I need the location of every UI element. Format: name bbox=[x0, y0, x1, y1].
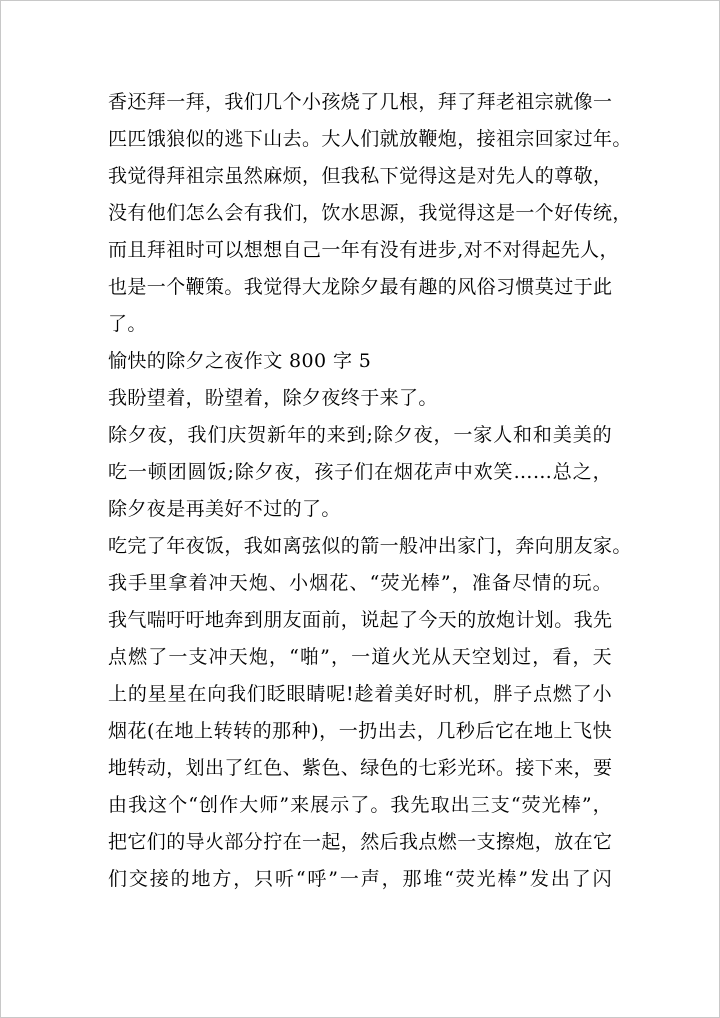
text-line: 我气喘吁吁地奔到朋友面前，说起了今天的放炮计划。我先 bbox=[108, 609, 613, 631]
text-line: 我盼望着，盼望着，除夕夜终于来了。 bbox=[108, 387, 438, 409]
text-line: 没有他们怎么会有我们，饮水思源，我觉得这是一个好传统， bbox=[108, 202, 632, 224]
text-line: 除夕夜是再美好不过的了。 bbox=[108, 498, 341, 520]
text-line: 上的星星在向我们眨眼睛呢!趁着美好时机，胖子点燃了小 bbox=[108, 683, 612, 705]
text-line: 们交接的地方，只听“呼”一声，那堆“荧光棒”发出了闪 bbox=[108, 868, 612, 890]
text-line: 我手里拿着冲天炮、小烟花、“荧光棒”，准备尽情的玩。 bbox=[108, 572, 612, 594]
text-line: 吃一顿团圆饭;除夕夜，孩子们在烟花声中欢笑……总之， bbox=[108, 461, 612, 483]
text-line: 我觉得拜祖宗虽然麻烦，但我私下觉得这是对先人的尊敬， bbox=[108, 165, 613, 187]
document-body bbox=[108, 84, 632, 898]
text-line: 地转动，划出了红色、紫色、绿色的七彩光环。接下来，要 bbox=[108, 757, 613, 779]
text-line: 烟花(在地上转转的那种)，一扔出去，几秒后它在地上飞快 bbox=[108, 720, 612, 742]
text-line: 而且拜祖时可以想想自己一年有没有进步,对不对得起先人， bbox=[108, 239, 619, 261]
text-line: 吃完了年夜饭，我如离弦似的箭一般冲出家门，奔向朋友家。 bbox=[108, 535, 632, 557]
text-line: 匹匹饿狼似的逃下山去。大人们就放鞭炮，接祖宗回家过年。 bbox=[108, 128, 632, 150]
section-heading: 愉快的除夕之夜作文 800 字 5 bbox=[108, 350, 372, 372]
text-line: 由我这个“创作大师”来展示了。我先取出三支“荧光棒”， bbox=[108, 794, 612, 816]
text-line: 除夕夜，我们庆贺新年的来到;除夕夜，一家人和和美美的 bbox=[108, 424, 612, 446]
text-line: 也是一个鞭策。我觉得大龙除夕最有趣的风俗习惯莫过于此 bbox=[108, 276, 613, 298]
text-line: 点燃了一支冲天炮，“啪”，一道火光从天空划过，看，天 bbox=[108, 646, 612, 668]
text-line: 了。 bbox=[108, 313, 147, 335]
text-line: 把它们的导火部分拧在一起，然后我点燃一支擦炮，放在它 bbox=[108, 831, 613, 853]
text-line: 香还拜一拜，我们几个小孩烧了几根，拜了拜老祖宗就像一 bbox=[108, 91, 613, 113]
